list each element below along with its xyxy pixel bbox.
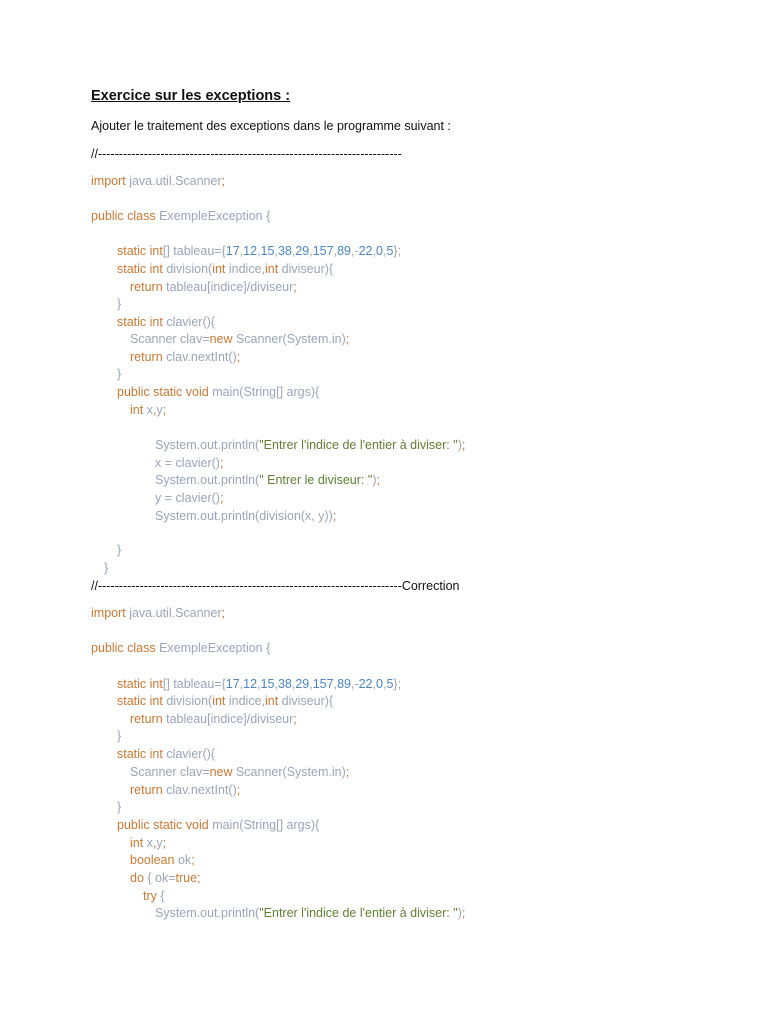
code-token: static int (117, 244, 163, 258)
code-token: , (382, 677, 387, 691)
code-token: indice, (225, 262, 265, 276)
code-token: Scanner clav= (130, 765, 210, 779)
code-token: 0 (376, 244, 383, 258)
code-token: static int (117, 677, 163, 691)
code-token: Scanner(System.in) (232, 332, 346, 346)
code-token: 17 (225, 677, 240, 691)
code-token: ) (457, 906, 462, 920)
code-token: do (130, 871, 144, 885)
correction-code-line (130, 852, 195, 868)
code-token: , (274, 677, 278, 691)
program-code-line (117, 261, 333, 277)
code-token: public class (91, 641, 156, 655)
code-token: java.util.Scanner (125, 174, 222, 188)
code-token: ExempleException { (155, 641, 271, 655)
correction-code-line (143, 888, 165, 904)
program-code-line (117, 542, 121, 558)
code-token: System.out.println( (155, 438, 260, 452)
code-token: 5 (386, 244, 394, 258)
correction-code-line (117, 676, 401, 692)
program-code-line (117, 296, 121, 312)
code-token: x = clavier() (155, 456, 220, 470)
code-token: 5 (386, 677, 394, 691)
code-token: 17 (225, 244, 240, 258)
code-token: division( (162, 262, 213, 276)
code-token: 15 (260, 244, 275, 258)
correction-code-line (91, 640, 270, 656)
correction-code-line (91, 605, 225, 621)
code-token: true; (175, 871, 201, 885)
program-code-line (155, 490, 223, 506)
code-token: 12 (243, 677, 258, 691)
code-token: "Entrer l'indice de l'entier à diviser: " (259, 438, 458, 452)
code-token: , (257, 244, 261, 258)
code-token: } (117, 543, 122, 557)
correction-code-line (130, 870, 201, 886)
code-token: , (309, 677, 313, 691)
code-token: ) (457, 438, 462, 452)
correction-code-line (117, 817, 319, 833)
code-token: main(String[] args){ (208, 385, 320, 399)
correction-code-line (155, 905, 465, 921)
code-token: int (130, 403, 144, 417)
code-token: 29 (295, 677, 310, 691)
code-token: , (333, 244, 338, 258)
code-token: x (143, 836, 153, 850)
code-token: main(String[] args){ (208, 818, 320, 832)
code-token: , (372, 244, 376, 258)
code-token: , (257, 677, 261, 691)
code-token: ; (345, 332, 350, 346)
code-token: new (209, 332, 233, 346)
code-token: public static void (117, 818, 209, 832)
code-token: ok (174, 853, 192, 867)
code-token: static int (117, 315, 163, 329)
code-token: 89 (337, 244, 351, 258)
code-token: , (152, 836, 157, 850)
correction-code-line (117, 728, 121, 744)
code-token: 12 (243, 244, 258, 258)
program-code-line (117, 366, 121, 382)
code-token: , (291, 677, 296, 691)
code-token: import (91, 606, 126, 620)
code-token: ) (372, 473, 377, 487)
code-token: clav.nextInt() (162, 350, 237, 364)
page-title: Exercice sur les exceptions : (91, 88, 291, 104)
code-token: boolean (130, 853, 175, 867)
program-code-line (155, 472, 380, 488)
program-code-line (155, 437, 465, 453)
code-token: ; (293, 280, 297, 294)
code-token: ; (162, 836, 167, 850)
code-token: new (209, 765, 233, 779)
code-token: 0 (376, 677, 383, 691)
code-token: "Entrer l'indice de l'entier à diviser: " (259, 906, 458, 920)
code-token: , (239, 677, 244, 691)
code-token: diviseur){ (278, 262, 334, 276)
correction-separator: //-------------------------------------------------------------------------Correction (91, 579, 460, 593)
code-token: return (130, 783, 163, 797)
code-token: diviseur){ (278, 694, 334, 708)
program-code-line (117, 314, 215, 330)
correction-code-line (117, 693, 333, 709)
code-token: tableau[indice]/diviseur (162, 712, 294, 726)
code-token: ,- (350, 677, 359, 691)
correction-code-line (130, 835, 166, 851)
program-code-line (130, 279, 297, 295)
code-token: ; (162, 403, 167, 417)
correction-code-line (117, 799, 121, 815)
program-code-line (117, 243, 401, 259)
code-token: static int (117, 747, 163, 761)
code-token: int (130, 836, 144, 850)
code-token: ; (293, 712, 297, 726)
code-token: } (117, 367, 122, 381)
code-token: System.out.println( (155, 906, 260, 920)
code-token: Scanner(System.in) (232, 765, 346, 779)
code-token: return (130, 712, 163, 726)
code-token: ; (461, 438, 466, 452)
code-token: import (91, 174, 126, 188)
code-token: ; (236, 350, 241, 364)
code-token: int (212, 262, 226, 276)
code-token: 89 (337, 677, 351, 691)
code-token: }; (393, 677, 402, 691)
program-code-line (155, 508, 336, 524)
code-token: 29 (295, 244, 310, 258)
code-token: ; (221, 606, 226, 620)
code-token: }; (393, 244, 402, 258)
correction-code-line (117, 746, 215, 762)
code-token: java.util.Scanner (125, 606, 222, 620)
code-token: ; (191, 853, 195, 867)
code-token: 157 (312, 244, 334, 258)
code-token: , (333, 677, 338, 691)
code-token: [] tableau={ (162, 677, 226, 691)
code-token: , (274, 244, 278, 258)
code-token: public class (91, 209, 156, 223)
code-token: return (130, 350, 163, 364)
code-token: indice, (225, 694, 265, 708)
code-token: } (117, 729, 122, 743)
code-token: y (156, 836, 163, 850)
code-token: int (265, 262, 279, 276)
code-token: y (156, 403, 163, 417)
code-token: 15 (260, 677, 275, 691)
code-token: ,- (350, 244, 359, 258)
code-token: ; (236, 783, 241, 797)
code-token: 38 (277, 244, 292, 258)
code-token: division( (162, 694, 213, 708)
code-token: public static void (117, 385, 209, 399)
code-token: System.out.println(division(x, y)) (155, 509, 333, 523)
program-code-line (117, 384, 319, 400)
code-token: [] tableau={ (162, 244, 226, 258)
program-code-line (91, 173, 225, 189)
program-code-line (91, 208, 270, 224)
program-code-line (130, 331, 349, 347)
code-token: static int (117, 694, 163, 708)
code-token: try (143, 889, 157, 903)
code-token: Scanner clav= (130, 332, 210, 346)
code-token: } (104, 561, 109, 575)
code-token: , (309, 244, 313, 258)
code-token: { (156, 889, 165, 903)
code-token: 157 (312, 677, 334, 691)
code-token: , (382, 244, 387, 258)
code-token: clav.nextInt() (162, 783, 237, 797)
code-token: 22 (358, 244, 373, 258)
program-code-line (104, 560, 108, 576)
code-token: 22 (358, 677, 373, 691)
code-token: ; (332, 509, 337, 523)
code-token: ; (345, 765, 350, 779)
code-token: , (291, 244, 296, 258)
code-token: tableau[indice]/diviseur (162, 280, 294, 294)
separator-line: //------------------------------------------------------------------------- (91, 147, 402, 161)
intro-text: Ajouter le traitement des exceptions dans le programme suivant : (91, 119, 451, 133)
code-token: ExempleException { (155, 209, 271, 223)
code-token: System.out.println( (155, 473, 260, 487)
code-token: clavier(){ (162, 315, 215, 329)
code-token: ; (461, 906, 466, 920)
code-token: int (212, 694, 226, 708)
code-token: ; (376, 473, 380, 487)
program-code-line (130, 349, 240, 365)
code-token: ; (221, 174, 226, 188)
code-token: 38 (277, 677, 292, 691)
code-token: x (143, 403, 153, 417)
correction-code-line (130, 764, 349, 780)
code-token: return (130, 280, 163, 294)
code-token: , (239, 244, 244, 258)
program-code-line (130, 402, 166, 418)
code-token: , (152, 403, 157, 417)
code-token: , (372, 677, 376, 691)
code-token: ; (219, 491, 224, 505)
code-token: int (265, 694, 279, 708)
code-token: static int (117, 262, 163, 276)
code-token: { ok= (143, 871, 176, 885)
correction-code-line (130, 711, 297, 727)
code-token: y = clavier() (155, 491, 220, 505)
code-token: } (117, 800, 122, 814)
code-token: ; (219, 456, 224, 470)
program-code-line (155, 455, 223, 471)
code-token: " Entrer le diviseur: " (259, 473, 373, 487)
code-token: clavier(){ (162, 747, 215, 761)
correction-code-line (130, 782, 240, 798)
code-token: } (117, 297, 122, 311)
